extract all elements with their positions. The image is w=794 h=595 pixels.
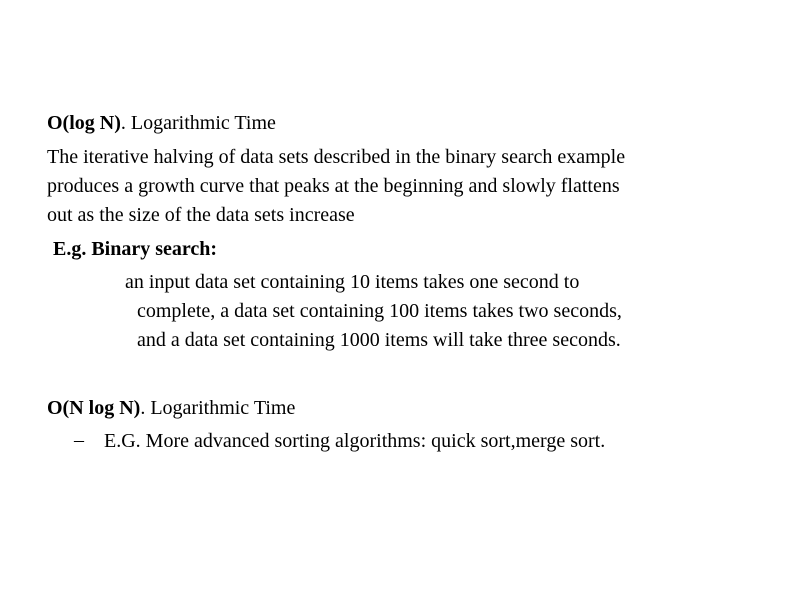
paragraph-line-1: The iterative halving of data sets described in the binary search example <box>47 146 626 168</box>
section2-heading-rest: . Logarithmic Time <box>140 397 296 419</box>
section2-heading <box>47 396 295 420</box>
example-label: E.g. Binary search: <box>53 238 218 260</box>
section2-heading-bold: O(N log N) <box>47 397 141 419</box>
example-line-1: an input data set containing 10 items takes one second to <box>125 271 580 293</box>
section1-heading <box>47 111 276 135</box>
section1-heading-rest: . Logarithmic Time <box>120 112 276 134</box>
example-line-3: and a data set containing 1000 items will take three seconds. <box>137 329 621 351</box>
section2-bullet-text: E.G. More advanced sorting algorithms: quick sort,merge sort. <box>104 430 606 452</box>
bullet-dash: – <box>74 429 84 451</box>
example-line-2: complete, a data set containing 100 items takes two seconds, <box>137 300 622 322</box>
paragraph-line-3: out as the size of the data sets increase <box>47 204 355 226</box>
section1-heading-bold: O(log N) <box>47 112 121 134</box>
paragraph-line-2: produces a growth curve that peaks at the beginning and slowly flattens <box>47 175 620 197</box>
